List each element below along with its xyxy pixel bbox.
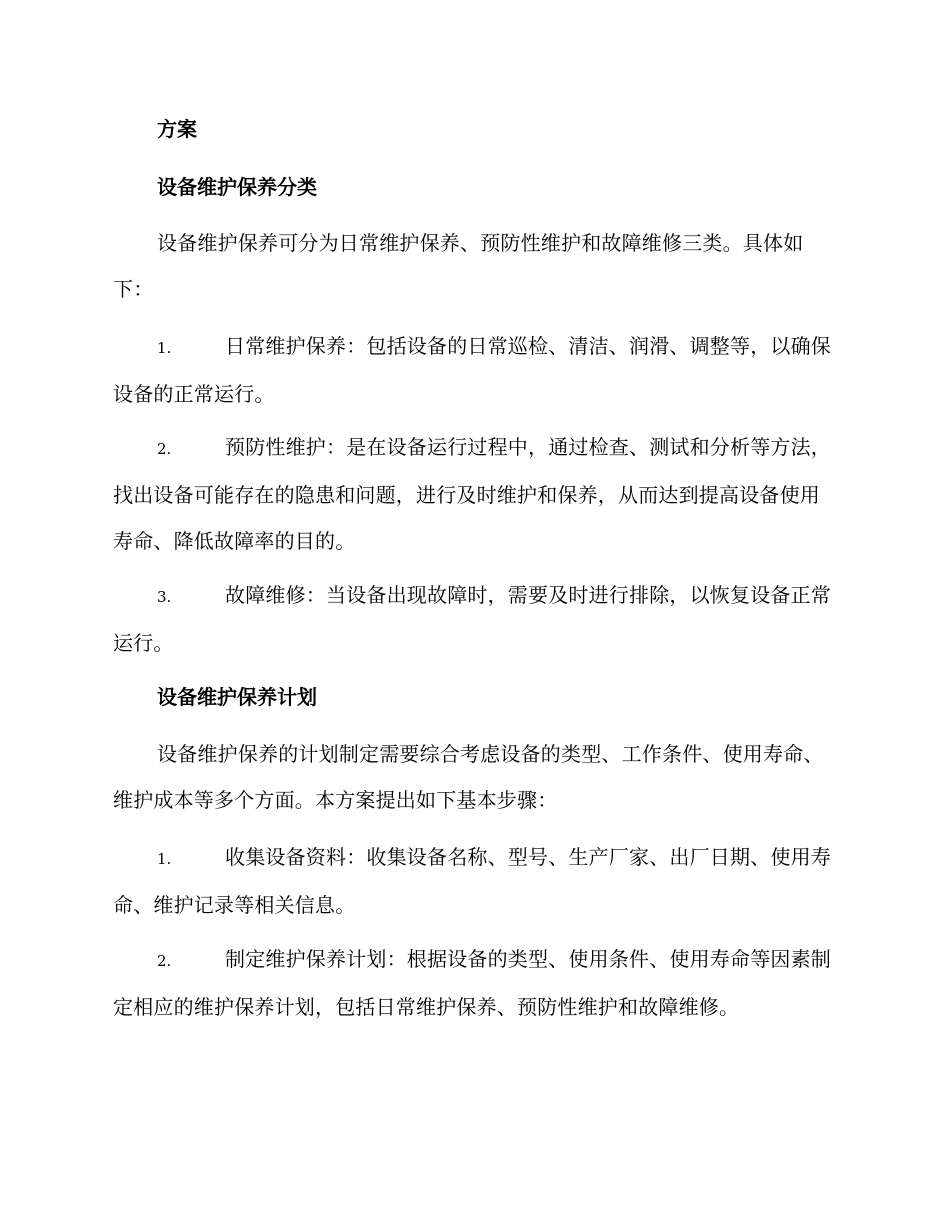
list-item (113, 572, 835, 666)
list-item-number: 3. (157, 588, 172, 606)
document-title: 方案 (157, 117, 197, 141)
list-item-text: 故障维修：当设备出现故障时，需要及时进行排除，以恢复设备正常运行。 (113, 583, 831, 655)
list-item (113, 936, 835, 1030)
list-item (113, 323, 835, 417)
list-item-text: 预防性维护：是在设备运行过程中，通过检查、测试和分析等方法，找出设备可能存在的隐患和问题，进行及时维护和保养，从而达到提高设备使用寿命、降低故障率的目的。 (113, 435, 831, 553)
list-item-text: 收集设备资料：收集设备名称、型号、生产厂家、出厂日期、使用寿命、维护记录等相关信息。 (113, 845, 831, 917)
list-item-number: 1. (157, 339, 172, 357)
list-item (113, 834, 835, 928)
list-item-number: 2. (157, 952, 172, 970)
section-intro-classification: 设备维护保养可分为日常维护保养、预防性维护和故障维修三类。具体如下： (113, 231, 804, 301)
list-item (113, 424, 835, 564)
section-heading-classification: 设备维护保养分类 (157, 175, 317, 199)
list-item-number: 2. (157, 440, 172, 458)
list-item-text: 制定维护保养计划：根据设备的类型、使用条件、使用寿命等因素制定相应的维护保养计划，包括日常维护保养、预防性维护和故障维修。 (113, 947, 831, 1019)
list-item-number: 1. (157, 850, 172, 868)
section-heading-plan: 设备维护保养计划 (157, 685, 317, 709)
section-intro-plan: 设备维护保养的计划制定需要综合考虑设备的类型、工作条件、使用寿命、维护成本等多个方面。本方案提出如下基本步骤： (113, 742, 824, 812)
list-item-text: 日常维护保养：包括设备的日常巡检、清洁、润滑、调整等，以确保设备的正常运行。 (113, 334, 831, 406)
